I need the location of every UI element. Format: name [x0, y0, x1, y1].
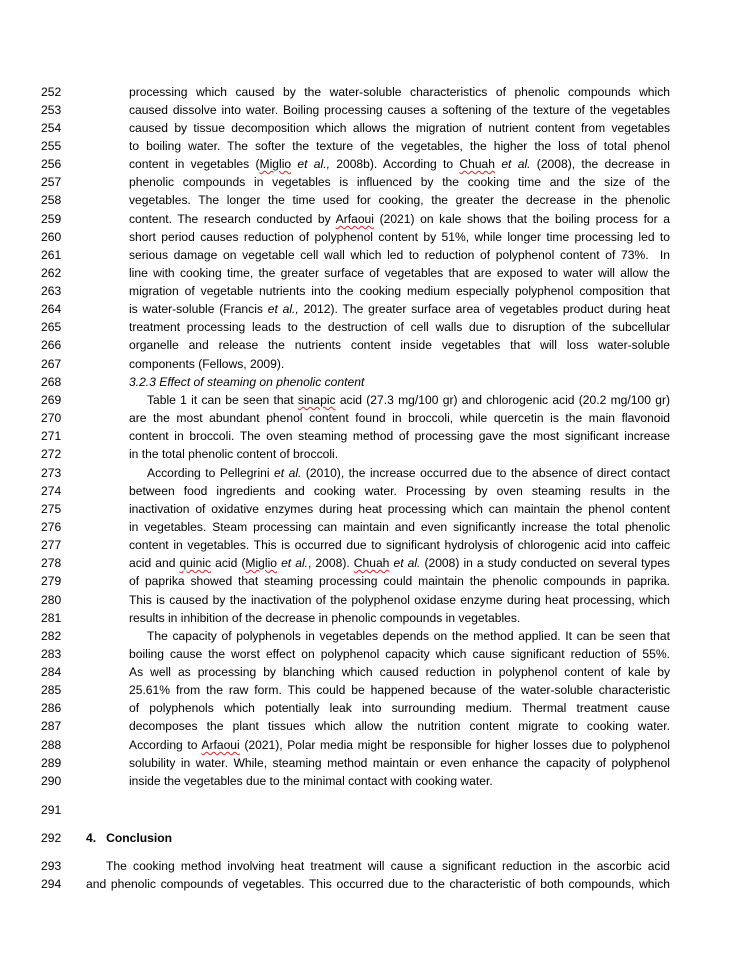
- line-text: and phenolic compounds of vegetables. This occurred due to the characteristic of both compounds, which: [86, 877, 670, 891]
- line-number: 259: [41, 212, 62, 226]
- text-line: [0, 857, 752, 875]
- line-number: 287: [41, 719, 62, 733]
- text-line: [0, 83, 752, 101]
- line-number: 290: [41, 774, 62, 788]
- line-number: 254: [41, 121, 62, 135]
- text-line: [0, 609, 752, 627]
- line-text: solubility in water. While, steaming method maintain or even enhance the capacity of polyphenol: [129, 756, 670, 770]
- line-text: boiling cause the worst effect on polyphenol capacity which cause significant reduction of 55%.: [129, 647, 670, 661]
- text-line: [0, 572, 752, 590]
- line-number: 282: [41, 629, 62, 643]
- line-text: 3.2.3 Effect of steaming on phenolic content: [129, 375, 365, 389]
- line-number: 258: [41, 193, 62, 207]
- text-line: [0, 119, 752, 137]
- line-text: between food ingredients and cooking water. Processing by oven steaming results in the: [129, 484, 670, 498]
- line-number: 274: [41, 484, 62, 498]
- text-line: [0, 663, 752, 681]
- text-line: [0, 699, 752, 717]
- line-number: 271: [41, 429, 62, 443]
- line-text: processing which caused by the water-soluble characteristics of phenolic compounds which: [129, 85, 670, 99]
- line-text: results in inhibition of the decrease in phenolic compounds in vegetables.: [129, 611, 521, 625]
- line-text: As well as processing by blanching which caused reduction in polyphenol content of kale by: [129, 665, 670, 679]
- text-line: [0, 445, 752, 463]
- text-line: [0, 464, 752, 482]
- line-number: 284: [41, 665, 62, 679]
- text-line: [0, 101, 752, 119]
- line-number: 264: [41, 302, 62, 316]
- text-line: [0, 282, 752, 300]
- line-text: content in vegetables (Miglio et al., 2008b). According to Chuah et al. (2008), the decrease in: [129, 157, 670, 171]
- text-line: [0, 336, 752, 354]
- text-line: [0, 300, 752, 318]
- text-line: [0, 264, 752, 282]
- text-line: [0, 801, 752, 819]
- line-text: of paprika showed that steaming processing could maintain the phenolic compounds in paprika.: [129, 574, 670, 588]
- line-text: decomposes the plant tissues which allow the nutrition content migrate to cooking water.: [129, 719, 670, 733]
- line-number: 281: [41, 611, 62, 625]
- text-line: [0, 137, 752, 155]
- line-number: 253: [41, 103, 62, 117]
- text-line: [0, 228, 752, 246]
- line-text: According to Arfaoui (2021), Polar media might be responsible for higher losses due to polyphenol: [129, 738, 670, 752]
- text-line: [0, 645, 752, 663]
- line-text: to boiling water. The softer the texture of the vegetables, the higher the loss of total phenol: [129, 139, 670, 153]
- text-line: [0, 736, 752, 754]
- text-line: [0, 191, 752, 209]
- line-text: Table 1 it can be seen that sinapic acid (27.3 mg/100 gr) and chlorogenic acid (20.2 mg/100 gr): [147, 393, 670, 407]
- line-text: in vegetables. Steam processing can maintain and even significantly increase the total phenolic: [129, 520, 670, 534]
- line-number: 260: [41, 230, 62, 244]
- text-line: [0, 772, 752, 790]
- line-number: 293: [41, 859, 62, 873]
- text-line: [0, 717, 752, 735]
- line-text: phenolic compounds in vegetables is influenced by the cooking time and the size of the: [129, 175, 670, 189]
- line-number: 283: [41, 647, 62, 661]
- line-text: of polyphenols which potentially leak into surrounding medium. Thermal treatment cause: [129, 701, 670, 715]
- text-line: [0, 427, 752, 445]
- text-line: [0, 155, 752, 173]
- text-line: [0, 681, 752, 699]
- line-text: content. The research conducted by Arfaoui (2021) on kale shows that the boiling process for a: [129, 212, 671, 226]
- line-number: 289: [41, 756, 62, 770]
- line-number: 275: [41, 502, 62, 516]
- line-number: 269: [41, 393, 62, 407]
- text-line: [0, 391, 752, 409]
- line-text: are the most abundant phenol content found in broccoli, while quercetin is the main flavonoid: [129, 411, 670, 425]
- text-line: [0, 482, 752, 500]
- line-text: migration of vegetable nutrients into the cooking medium especially polyphenol composition that: [129, 284, 670, 298]
- line-number: 291: [41, 803, 62, 817]
- section-heading: 4. Conclusion: [86, 831, 173, 845]
- line-text: short period causes reduction of polyphenol content by 51%, while longer time processing led to: [129, 230, 670, 244]
- line-number: 268: [41, 375, 62, 389]
- line-text: inside the vegetables due to the minimal contact with cooking water.: [129, 774, 493, 788]
- text-line: [0, 246, 752, 264]
- line-number: 285: [41, 683, 62, 697]
- line-number: 276: [41, 520, 62, 534]
- line-number: 294: [41, 877, 62, 891]
- text-line: [0, 829, 752, 847]
- text-line: [0, 536, 752, 554]
- line-text: 25.61% from the raw form. This could be happened because of the water-soluble characteristic: [129, 683, 670, 697]
- line-number: 277: [41, 538, 62, 552]
- line-text: in the total phenolic content of broccoli.: [129, 447, 339, 461]
- line-number: 279: [41, 574, 62, 588]
- line-number: 288: [41, 738, 62, 752]
- line-text: This is caused by the inactivation of the polyphenol oxidase enzyme during heat processing, which: [129, 593, 670, 607]
- line-text: content in vegetables. This is occurred due to significant hydrolysis of chlorogenic acid into caffeic: [129, 538, 670, 552]
- line-number: 252: [41, 85, 62, 99]
- line-text: is water-soluble (Francis et al., 2012). The greater surface area of vegetables product during heat: [129, 302, 670, 316]
- line-number: 263: [41, 284, 62, 298]
- text-line: [0, 627, 752, 645]
- line-number: 278: [41, 556, 62, 570]
- line-text: organelle and release the nutrients content inside vegetables that will loss water-soluble: [129, 338, 670, 352]
- line-text: caused dissolve into water. Boiling processing causes a softening of the texture of the vegetables: [129, 103, 670, 117]
- line-number: 286: [41, 701, 62, 715]
- line-number: 262: [41, 266, 62, 280]
- line-number: 280: [41, 593, 62, 607]
- line-number: 267: [41, 357, 62, 371]
- line-text: vegetables. The longer the time used for cooking, the greater the decrease in the phenolic: [129, 193, 670, 207]
- line-text: serious damage on vegetable cell wall which led to reduction of polyphenol content of 73%. In: [129, 248, 670, 262]
- line-number: 273: [41, 466, 62, 480]
- line-text: treatment processing leads to the destruction of cell walls due to disruption of the subcellular: [129, 320, 670, 334]
- line-number: 270: [41, 411, 62, 425]
- text-line: [0, 355, 752, 373]
- text-line: [0, 210, 752, 228]
- text-line: [0, 754, 752, 772]
- text-line: [0, 373, 752, 391]
- line-text: acid and quinic acid (Miglio et al., 2008). Chuah et al. (2008) in a study conducted on several types: [129, 556, 670, 570]
- text-line: [0, 500, 752, 518]
- line-number: 292: [41, 831, 62, 845]
- line-number: 266: [41, 338, 62, 352]
- text-line: [0, 875, 752, 893]
- text-line: [0, 318, 752, 336]
- line-number: 257: [41, 175, 62, 189]
- line-number: 255: [41, 139, 62, 153]
- line-text: content in broccoli. The oven steaming method of processing gave the most significant increase: [129, 429, 670, 443]
- text-line: [0, 554, 752, 572]
- text-line: [0, 591, 752, 609]
- line-number: 256: [41, 157, 62, 171]
- line-text: The cooking method involving heat treatment will cause a significant reduction in the ascorbic acid: [106, 859, 670, 873]
- line-text: components (Fellows, 2009).: [129, 357, 285, 371]
- line-number: 272: [41, 447, 62, 461]
- text-line: [0, 173, 752, 191]
- line-number: 265: [41, 320, 62, 334]
- line-text: line with cooking time, the greater surface of vegetables that are exposed to water will allow the: [129, 266, 670, 280]
- text-line: [0, 518, 752, 536]
- line-text: inactivation of oxidative enzymes during heat processing which can maintain the phenol content: [129, 502, 670, 516]
- line-text: According to Pellegrini et al. (2010), the increase occurred due to the absence of direct contact: [147, 466, 670, 480]
- text-line: [0, 409, 752, 427]
- line-text: caused by tissue decomposition which allows the migration of nutrient content from vegetables: [129, 121, 670, 135]
- line-number: 261: [41, 248, 62, 262]
- line-text: The capacity of polyphenols in vegetables depends on the method applied. It can be seen that: [147, 629, 670, 643]
